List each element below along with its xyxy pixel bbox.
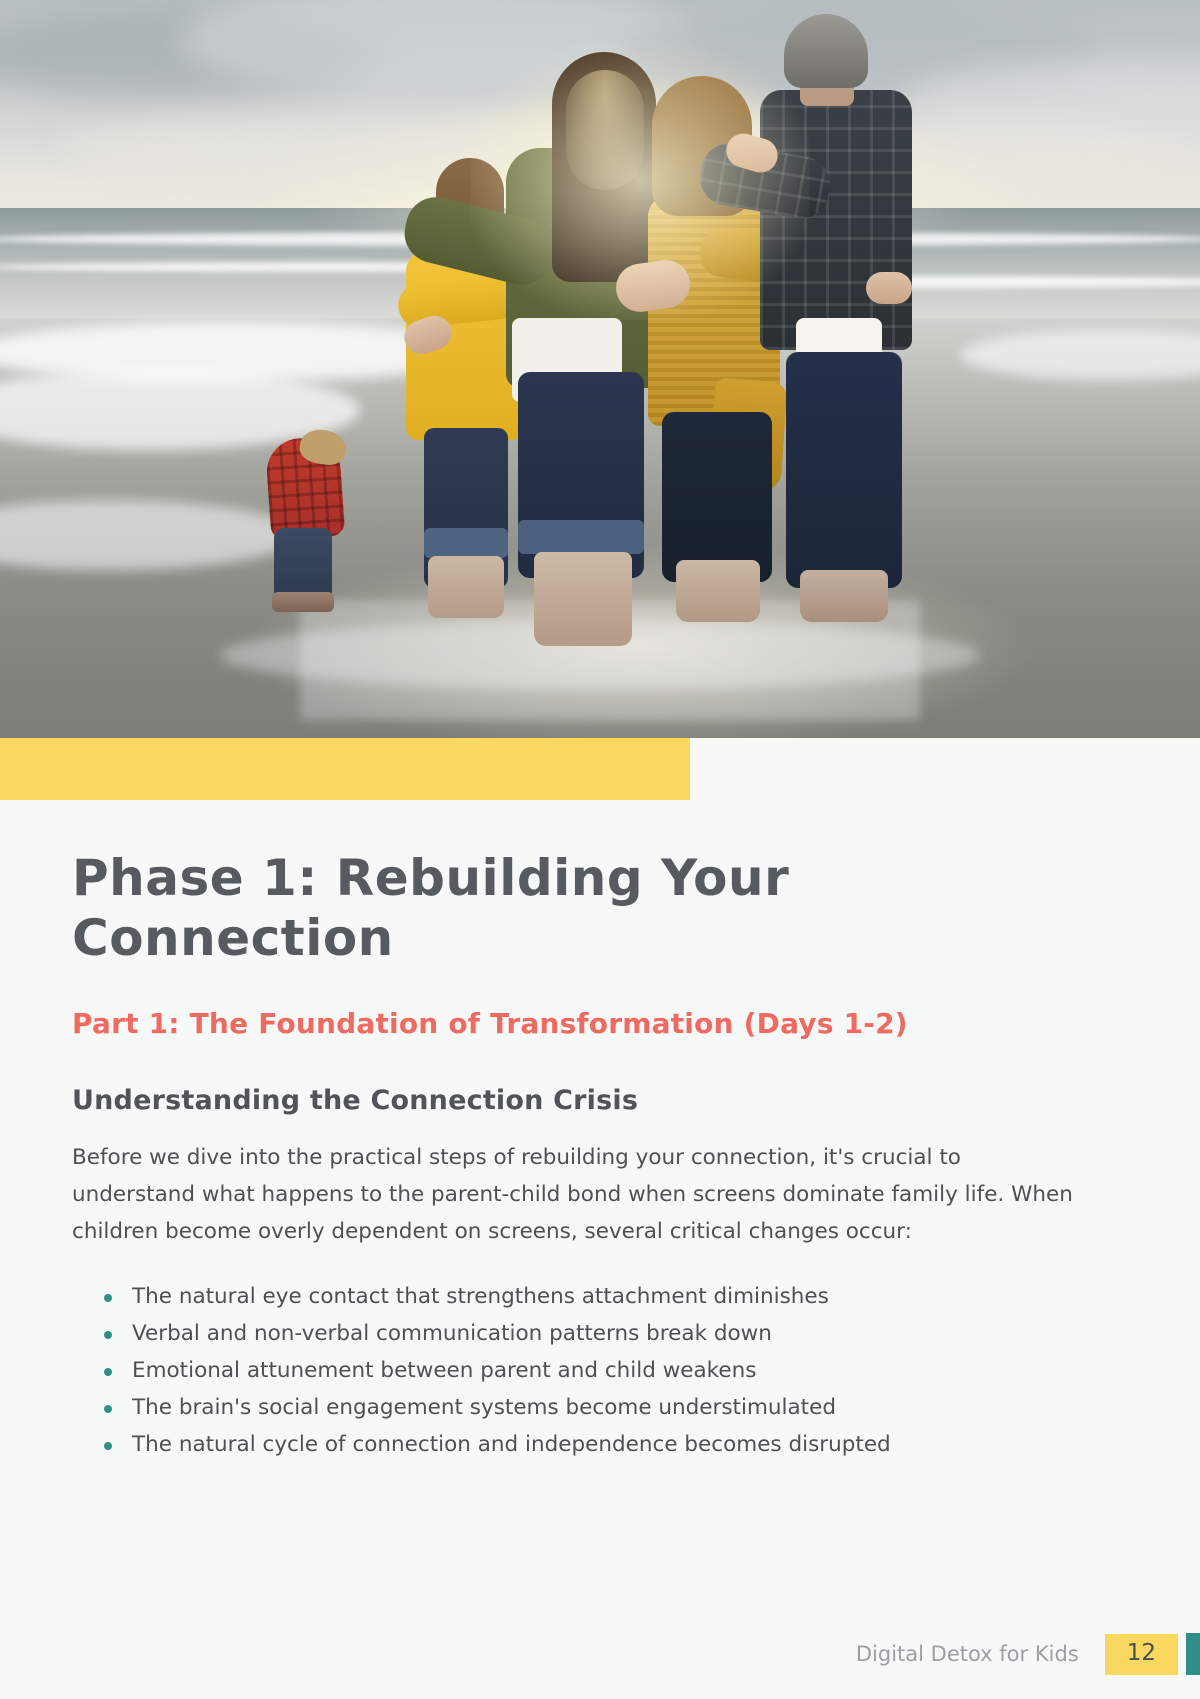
- mother-hair-highlight: [566, 70, 644, 190]
- child-legs: [272, 592, 334, 612]
- page-footer: [856, 1633, 1200, 1675]
- child-jeans: [274, 528, 332, 600]
- page-subtitle: Part 1: The Foundation of Transformation (Days 1-2): [72, 1007, 908, 1040]
- bullet-list: [96, 1279, 1112, 1464]
- father-hair: [784, 14, 868, 88]
- father-legs: [800, 570, 888, 622]
- mother-legs: [534, 552, 632, 646]
- father-plaid-shirt: [760, 90, 912, 350]
- body-paragraph: Before we dive into the practical steps of rebuilding your connection, it's crucial to understand what happens to the parent-child bond when screens dominate family life. When children become overly dependent on screens, several critical changes occur:: [72, 1144, 1073, 1244]
- girl-yellow-legs: [428, 556, 504, 618]
- list-item: Emotional attunement between parent and child weakens: [96, 1353, 1112, 1390]
- teal-tab-accent: [1186, 1633, 1200, 1675]
- list-item: The brain's social engagement systems become understimulated: [96, 1390, 1112, 1427]
- girl-mustard-legs: [676, 560, 760, 622]
- hero-image: [0, 0, 1200, 738]
- page-number-badge: 12: [1105, 1634, 1178, 1675]
- mother-jeans-cuff: [518, 520, 644, 554]
- yellow-accent-bar: [0, 738, 690, 800]
- father-jeans: [786, 352, 902, 588]
- footer-book-title: Digital Detox for Kids: [855, 1642, 1079, 1666]
- list-item: The natural eye contact that strengthens attachment diminishes: [96, 1279, 1112, 1316]
- girl-mustard-jeans: [662, 412, 772, 582]
- section-heading: Understanding the Connection Crisis: [72, 1084, 639, 1116]
- list-item: The natural cycle of connection and independence becomes disrupted: [96, 1427, 1112, 1464]
- page-content: [72, 848, 1112, 1464]
- hand: [866, 272, 912, 304]
- girl-yellow-jeans-cuff: [424, 528, 508, 558]
- page-title: Phase 1: Rebuilding Your Connection: [72, 849, 790, 967]
- list-item: Verbal and non-verbal communication patterns break down: [96, 1316, 1112, 1353]
